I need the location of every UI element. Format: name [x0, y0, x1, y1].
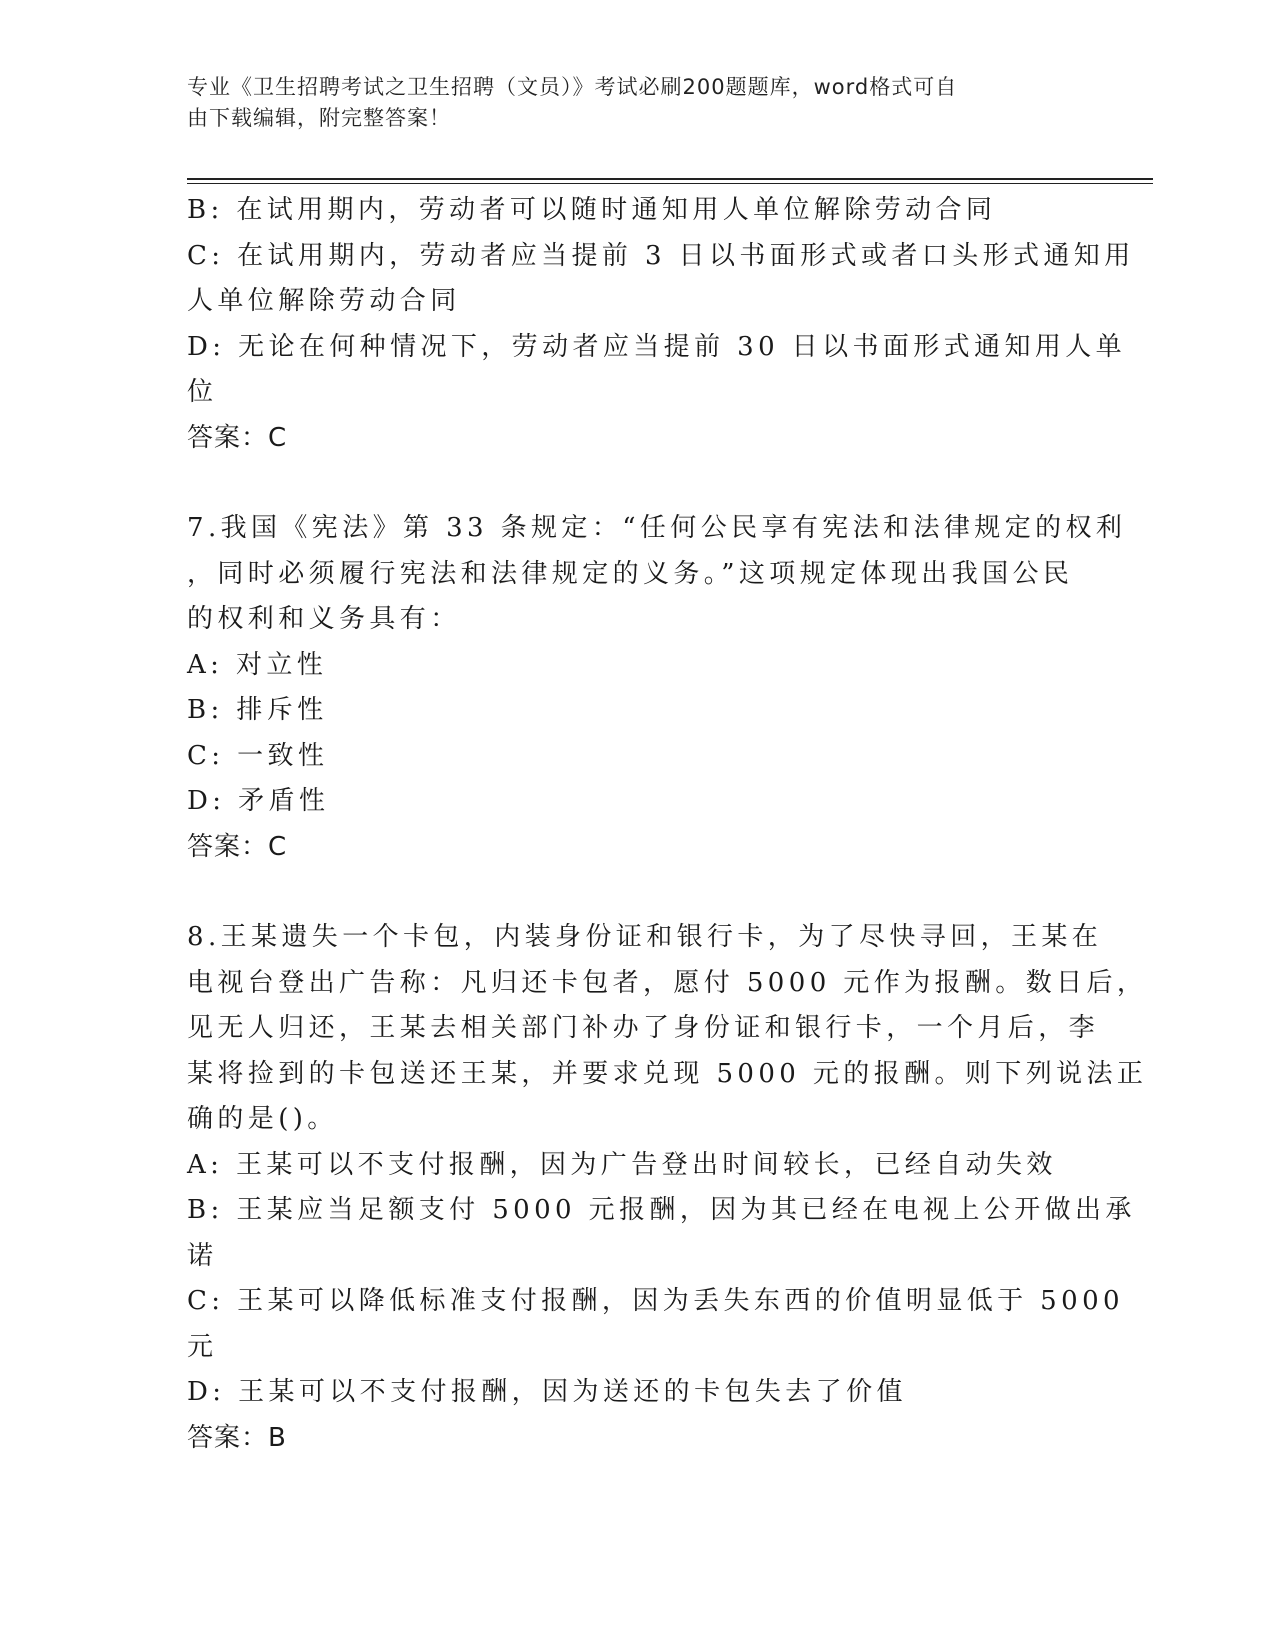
question-spacer [187, 461, 1072, 506]
q8-option-a: A: 王某可以不支付报酬，因为广告登出时间较长，已经自动失效 [187, 1149, 1057, 1180]
q8-option-b-line-2: 诺 [187, 1240, 218, 1271]
q7-option-b: B: 排斥性 [187, 695, 328, 725]
document-header [187, 72, 1067, 134]
q8-option-c-line-2: 元 [187, 1331, 218, 1362]
q6-option-c-line-1: C: 在试用期内，劳动者应当提前 3 日以书面形式或者口头形式通知用 [187, 240, 1135, 271]
question-spacer [187, 870, 1072, 915]
question-8 [187, 915, 1148, 1461]
q7-stem-line-3: 的权利和义务具有： [187, 604, 461, 634]
q6-option-b: B: 在试用期内，劳动者可以随时通知用人单位解除劳动合同 [187, 195, 997, 225]
question-7 [187, 506, 1127, 870]
q7-option-c: C: 一致性 [187, 740, 329, 771]
q8-stem-line-1: 8.王某遗失一个卡包，内装身份证和银行卡，为了尽快寻回，王某在 [187, 922, 1103, 952]
q8-stem-line-2: 电视台登出广告称：凡归还卡包者，愿付 5000 元作为报酬。数日后， [187, 967, 1148, 998]
q8-option-b-line-1: B: 王某应当足额支付 5000 元报酬，因为其已经在电视上公开做出承 [187, 1195, 1136, 1225]
q8-answer: 答案：B [187, 1422, 287, 1453]
q7-answer: 答案：C [187, 831, 288, 862]
q8-stem-line-3: 见无人归还，王某去相关部门补办了身份证和银行卡，一个月后，李 [187, 1013, 1100, 1043]
q7-stem-line-2: ，同时必须履行宪法和法律规定的义务。”这项规定体现出我国公民 [187, 558, 1074, 589]
q8-option-c-line-1: C: 王某可以降低标准支付报酬，因为丢失东西的价值明显低于 5000 [187, 1286, 1124, 1316]
question-6-continued [187, 188, 1135, 461]
q7-option-a: A: 对立性 [187, 649, 328, 680]
q7-stem-line-1: 7.我国《宪法》第 33 条规定：“任何公民享有宪法和法律规定的权利 [187, 513, 1127, 543]
q6-option-c-line-2: 人单位解除劳动合同 [187, 286, 461, 316]
header-title-line-1: 专业《卫生招聘考试之卫生招聘（文员）》考试必刷200题题库，word格式可自 [187, 75, 958, 99]
q6-answer: 答案：C [187, 422, 288, 453]
document-body [187, 188, 1148, 1461]
header-rule-thin [187, 183, 1153, 184]
q8-option-d: D: 王某可以不支付报酬，因为送还的卡包失去了价值 [187, 1377, 907, 1407]
q8-stem-line-4: 某将捡到的卡包送还王某，并要求兑现 5000 元的报酬。则下列说法正 [187, 1058, 1148, 1089]
header-title-line-2: 由下载编辑，附完整答案！ [187, 106, 451, 130]
q6-option-d-line-2: 位 [187, 377, 218, 407]
header-rule-thick [187, 178, 1153, 180]
q6-option-d-line-1: D: 无论在何种情况下，劳动者应当提前 30 日以书面形式通知用人单 [187, 331, 1127, 362]
q8-stem-line-5: 确的是()。 [187, 1104, 338, 1134]
q7-option-d: D: 矛盾性 [187, 786, 330, 816]
